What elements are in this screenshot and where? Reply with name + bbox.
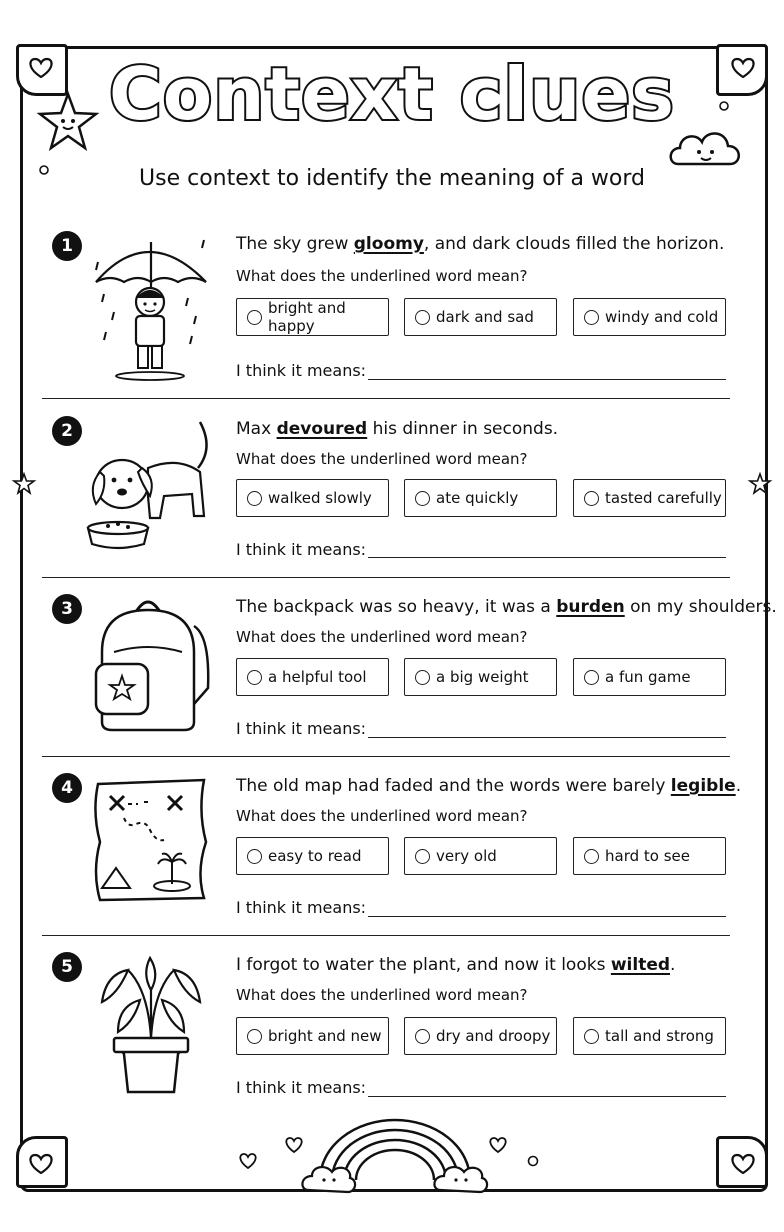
backpack-icon [88, 592, 218, 742]
radio-button[interactable] [584, 849, 599, 864]
umbrella-boy-icon [88, 232, 218, 382]
puppy-icon [88, 412, 218, 562]
radio-button[interactable] [247, 1029, 262, 1044]
answer-option[interactable] [573, 1017, 726, 1055]
target-word: legible [670, 776, 736, 796]
sentence-text: . [735, 776, 742, 796]
sentence-text: The backpack was so heavy, it was a [236, 597, 557, 617]
question-sentence [236, 776, 741, 796]
corner-bottom-left [16, 1136, 68, 1188]
heart-icon [719, 1139, 765, 1185]
page-subtitle: Use context to identify the meaning of a word [139, 166, 645, 191]
answer-label: I think it means: [236, 719, 367, 738]
section-divider [42, 577, 730, 578]
answer-label: I think it means: [236, 1078, 367, 1097]
section-divider [42, 756, 730, 757]
target-word: gloomy [353, 234, 424, 254]
target-word: wilted [610, 955, 671, 975]
sentence-text: . [670, 955, 676, 975]
corner-bottom-right [716, 1136, 768, 1188]
radio-button[interactable] [247, 849, 262, 864]
answer-line[interactable] [368, 1096, 726, 1097]
answer-option[interactable] [404, 658, 557, 696]
option-label: dark and sad [436, 308, 534, 326]
answer-label: I think it means: [236, 361, 367, 380]
sentence-text: I forgot to water the plant, and now it looks [236, 955, 611, 975]
answer-line[interactable] [368, 916, 726, 917]
sentence-text: The sky grew [236, 234, 354, 254]
star-icon [748, 472, 772, 496]
question-prompt: What does the underlined word mean? [236, 628, 528, 646]
radio-button[interactable] [247, 491, 262, 506]
option-label: walked slowly [268, 489, 372, 507]
option-label: windy and cold [605, 308, 719, 326]
radio-button[interactable] [415, 1029, 430, 1044]
option-label: ate quickly [436, 489, 519, 507]
question-prompt: What does the underlined word mean? [236, 450, 528, 468]
answer-option[interactable] [404, 298, 557, 336]
sentence-text: Max [236, 419, 277, 439]
answer-option[interactable] [573, 298, 726, 336]
sentence-text: his dinner in seconds. [367, 419, 559, 439]
radio-button[interactable] [415, 670, 430, 685]
answer-option[interactable] [236, 1017, 389, 1055]
answer-option[interactable] [236, 479, 389, 517]
heart-icon [236, 1150, 260, 1172]
question-prompt: What does the underlined word mean? [236, 807, 528, 825]
star-icon [12, 472, 36, 496]
question-prompt: What does the underlined word mean? [236, 267, 528, 285]
answer-option[interactable] [404, 837, 557, 875]
option-label: a helpful tool [268, 668, 367, 686]
question-number: 4 [52, 773, 82, 803]
question-prompt: What does the underlined word mean? [236, 986, 528, 1004]
answer-option[interactable] [236, 837, 389, 875]
answer-option[interactable] [404, 479, 557, 517]
question-number: 2 [52, 416, 82, 446]
wilted-plant-icon [88, 950, 218, 1100]
radio-button[interactable] [584, 1029, 599, 1044]
sentence-text: , and dark clouds filled the horizon. [423, 234, 725, 254]
answer-line[interactable] [368, 737, 726, 738]
answer-option[interactable] [404, 1017, 557, 1055]
section-divider [42, 398, 730, 399]
section-divider [42, 935, 730, 936]
option-label: a fun game [605, 668, 691, 686]
question-number: 5 [52, 952, 82, 982]
radio-button[interactable] [584, 670, 599, 685]
sentence-text: on my shoulders. [624, 597, 777, 617]
radio-button[interactable] [415, 849, 430, 864]
option-label: bright and new [268, 1027, 382, 1045]
option-label: bright and happy [268, 299, 346, 335]
option-label: hard to see [605, 847, 690, 865]
heart-icon [486, 1134, 510, 1156]
question-sentence [236, 419, 558, 439]
question-sentence [236, 597, 777, 617]
question-sentence [236, 234, 724, 254]
radio-button[interactable] [247, 310, 262, 325]
option-label: easy to read [268, 847, 362, 865]
question-number: 1 [52, 231, 82, 261]
option-label: a big weight [436, 668, 529, 686]
heart-icon [19, 1139, 65, 1185]
option-label: tall and strong [605, 1027, 714, 1045]
radio-button[interactable] [247, 670, 262, 685]
question-sentence [236, 955, 675, 975]
rainbow-icon [300, 1110, 490, 1196]
answer-line[interactable] [368, 557, 726, 558]
sentence-text: The old map had faded and the words were barely [236, 776, 671, 796]
answer-option[interactable] [573, 837, 726, 875]
answer-label: I think it means: [236, 898, 367, 917]
target-word: devoured [276, 419, 368, 439]
radio-button[interactable] [415, 310, 430, 325]
answer-option[interactable] [236, 298, 389, 336]
option-label: very old [436, 847, 497, 865]
radio-button[interactable] [415, 491, 430, 506]
option-label: dry and droopy [436, 1027, 551, 1045]
answer-option[interactable] [236, 658, 389, 696]
answer-line[interactable] [368, 379, 726, 380]
treasure-map-icon [88, 772, 218, 922]
heart-icon [282, 1134, 306, 1156]
circle-doodle [526, 1154, 540, 1168]
radio-button[interactable] [584, 491, 599, 506]
radio-button[interactable] [584, 310, 599, 325]
option-label: tasted carefully [605, 489, 722, 507]
target-word: burden [556, 597, 625, 617]
page-title: Context clues [108, 52, 676, 136]
answer-option[interactable] [573, 658, 726, 696]
answer-option[interactable] [573, 479, 726, 517]
answer-label: I think it means: [236, 540, 367, 559]
question-number: 3 [52, 594, 82, 624]
